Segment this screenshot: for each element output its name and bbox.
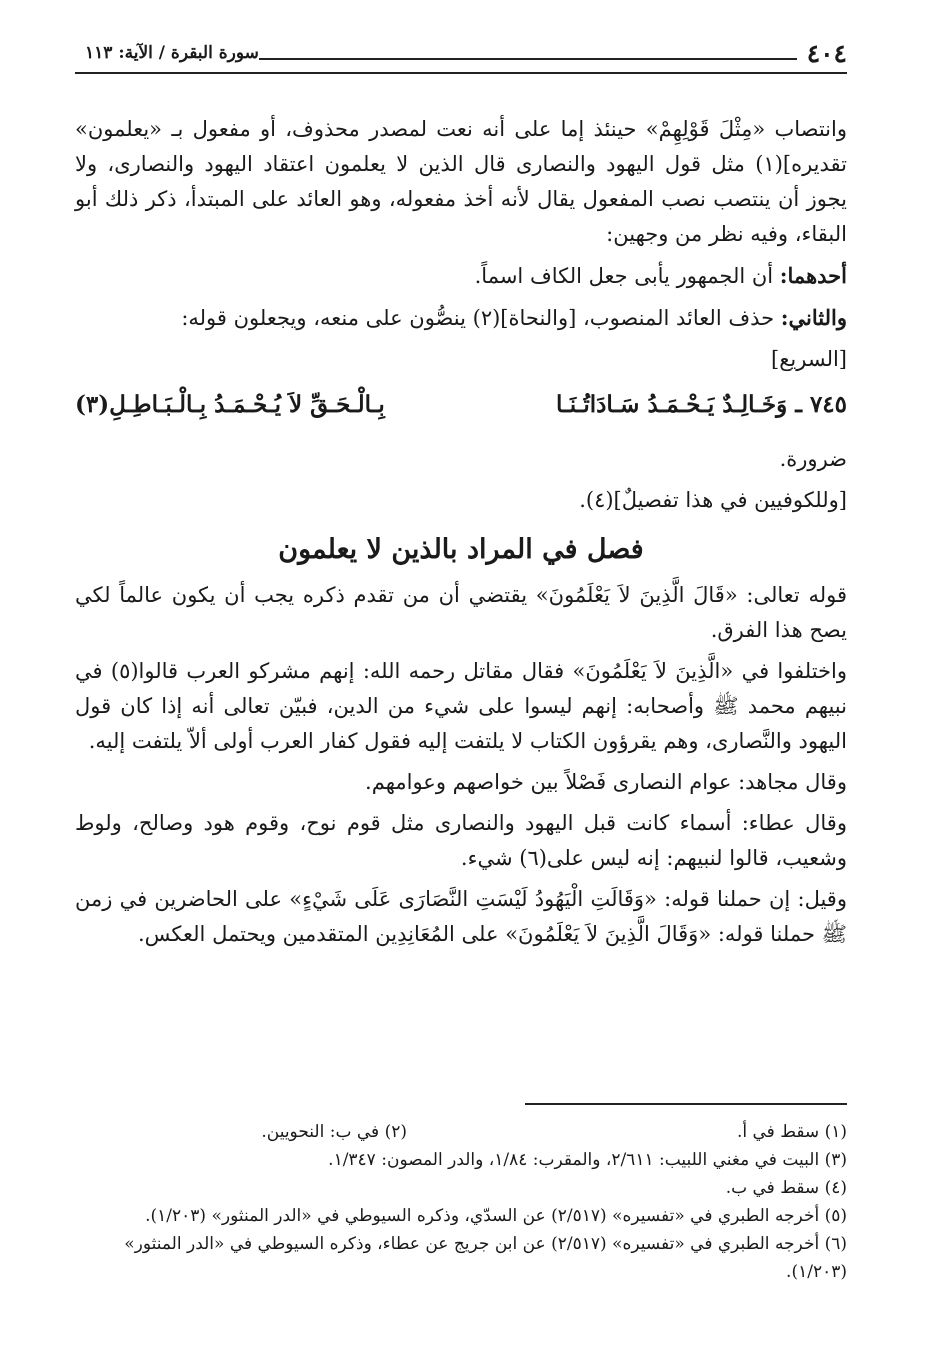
text-second: حذف العائد المنصوب، [والنحاة](٢) ينصُّون على منعه، ويجعلون قوله: (181, 306, 781, 330)
paragraph-ata: وقال عطاء: أسماء كانت قبل اليهود والنصارى مثل قوم نوح، وقوم هود وصالح، ولوط وشعيب، قالوا لنبيهم: إنه ليس على(٦) شيء. (75, 811, 847, 870)
verse-first-hemistich: ٧٤٥ ـ وَخَـالِـدٌ يَـحْـمَـدُ سَـادَاتُـنَـا (555, 391, 847, 418)
paragraph-muqatil: واختلفوا في «الَّذِينَ لاَ يَعْلَمُونَ» فقال مقاتل رحمه الله: إنهم مشركو العرب قالوا(٥) في نبيهم محمد ﷺ وأصحابه: إنهم ليسوا على شيء من الدين، فبيّن تعالى أنه إذا كان قول اليهود والنَّصارى، وهم يقرؤون الكتاب لا يلتفت إليه فقول كفار العرب أولى ألاّ يلتفت إليه. (75, 659, 847, 753)
footnote-3: (٣) البيت في مغني اللبيب: ٢/٦١١، والمقرب: ١/٨٤، والدر المصون: ١/٣٤٧. (328, 1150, 847, 1170)
footnote-5: (٥) أخرجه الطبري في «تفسيره» (٢/٥١٧) عن السدّي، وذكره السيوطي في «الدر المنثور» (١/٢٠٣). (145, 1206, 847, 1226)
main-text (75, 112, 847, 958)
footnote-rule (525, 1103, 847, 1105)
page-number: ٤٠٤ (806, 38, 847, 68)
paragraph-necessity: ضرورة. (779, 447, 847, 471)
footnotes (75, 1118, 847, 1286)
paragraph-first-objection (75, 258, 847, 294)
label-first: أحدهما: (779, 263, 847, 288)
running-title: سورة البقرة / الآية: ١١٣ (85, 43, 259, 63)
text-first: أن الجمهور يأبى جعل الكاف اسماً. (474, 264, 780, 288)
footnote-1: (١) سقط في أ. (736, 1122, 847, 1142)
footnote-row-1-2 (75, 1118, 847, 1146)
footnote-4: (٤) سقط في ب. (725, 1178, 847, 1198)
footnote-2: (٢) في ب: النحويين. (261, 1122, 407, 1142)
header-divider (259, 58, 797, 60)
paragraph-second-objection (75, 300, 847, 336)
paragraph-mujahid: وقال مجاهد: عوام النصارى فَصْلاً بين خواصهم وعوامهم. (365, 770, 847, 794)
paragraph-alternative: وقيل: إن حملنا قوله: «وَقَالَتِ الْيَهُودُ لَيْسَتِ النَّصَارَى عَلَى شَيْءٍ» على الحاضرين في زمن ﷺ حملنا قوله: «وَقَالَ الَّذِينَ لاَ يَعْلَمُونَ» على المُعَانِدِين المتقدمين ويحتمل العكس. (75, 887, 847, 946)
page-header (75, 38, 847, 68)
paragraph-kufan: [وللكوفيين في هذا تفصيلٌ](٤). (579, 488, 847, 512)
poetic-meter: [السريع] (771, 347, 847, 371)
section-heading: فصل في المراد بالذين لا يعلمون (278, 534, 644, 565)
header-rule (75, 72, 847, 74)
footnote-6: (٦) أخرجه الطبري في «تفسيره» (٢/٥١٧) عن ابن جريج عن عطاء، وذكره السيوطي في «الدر المنثور» (١/٢٠٣). (124, 1234, 847, 1282)
poetry-verse (75, 386, 847, 424)
paragraph-intro: وانتصاب «مِثْلَ قَوْلِهِمْ» حينئذ إما على أنه نعت لمصدر محذوف، أو مفعول بـ «يعلمون» تقديره](١) مثل قول اليهود والنصارى قال الذين لا يعلمون اعتقاد اليهود والنصارى، ولا يجوز أن ينتصب نصب المفعول يقال لأنه أخذ مفعوله، وهو العائد على المبتدأ، ذكر ذلك أبو البقاء، وفيه نظر من وجهين: (75, 117, 847, 246)
paragraph-verse-meaning: قوله تعالى: «قَالَ الَّذِينَ لاَ يَعْلَمُونَ» يقتضي أن من تقدم ذكره يجب أن يكون عالماً لكي يصح هذا الفرق. (75, 583, 847, 642)
verse-second-hemistich: بِـالْـحَـقِّ لاَ يُـحْـمَـدُ بِـالْـبَـاطِـلِ(٣) (75, 391, 385, 418)
label-second: والثاني: (780, 305, 847, 330)
